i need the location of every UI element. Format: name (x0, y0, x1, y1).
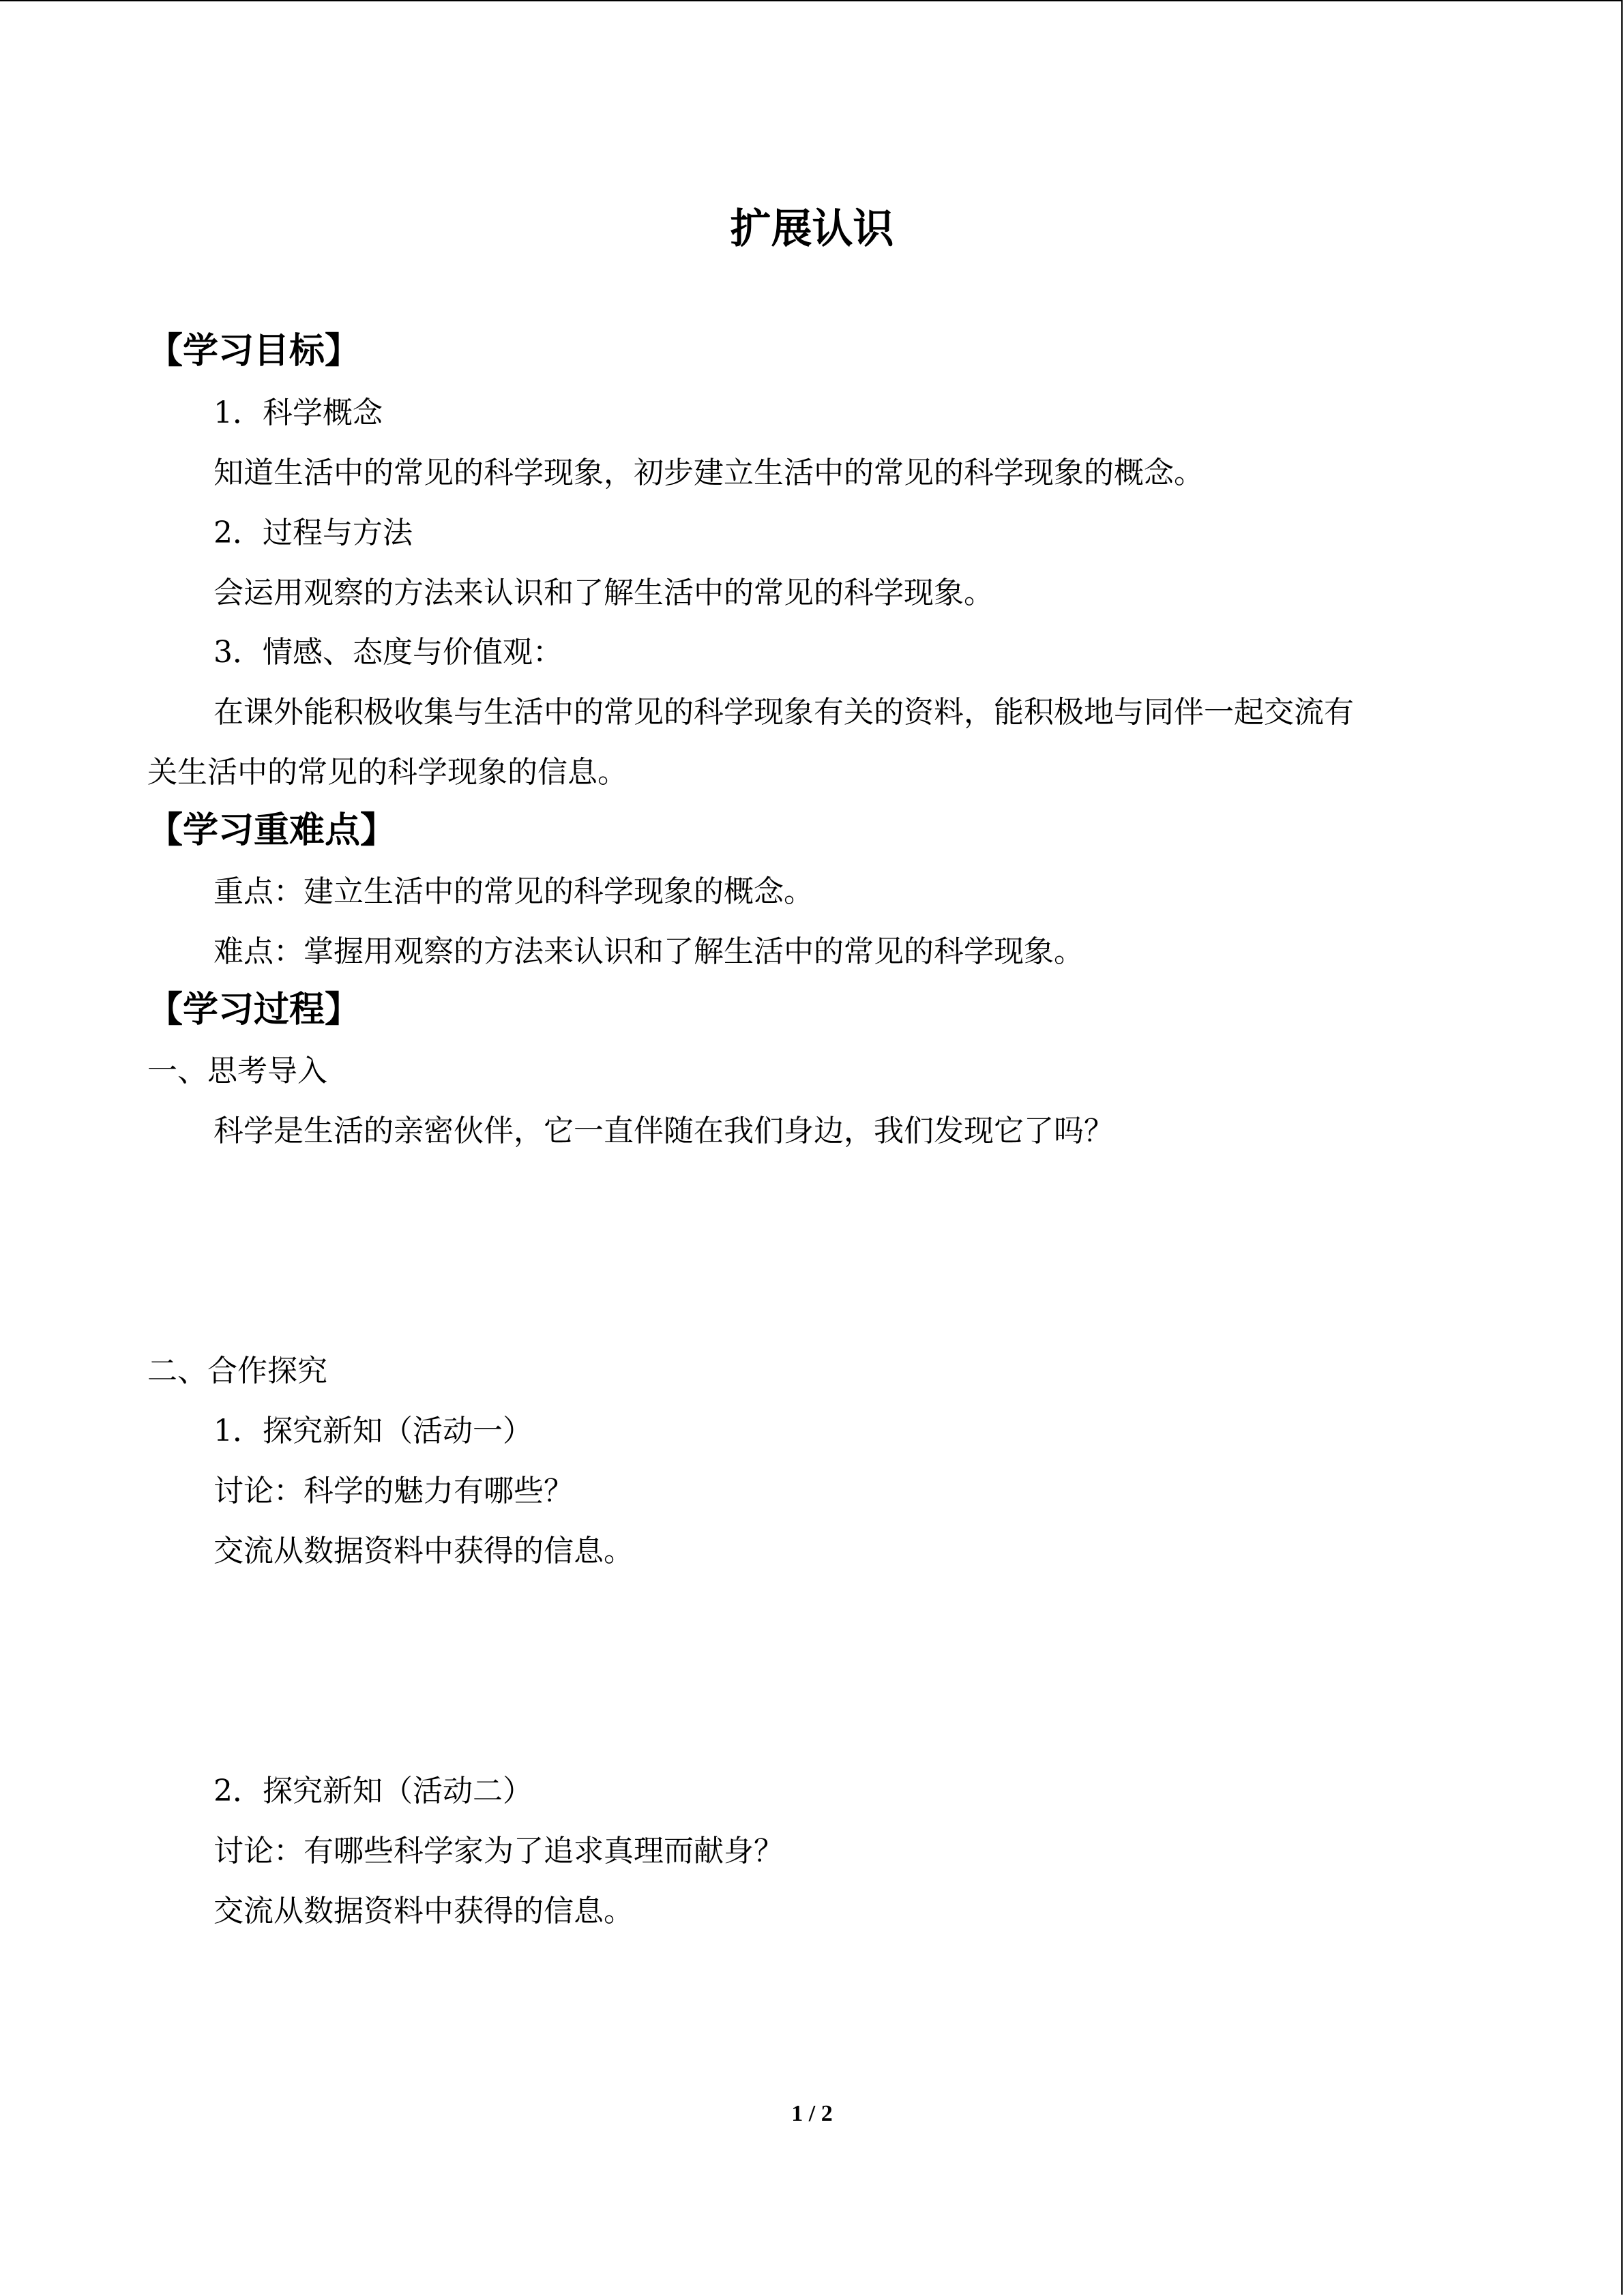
goal-item-1-text: 知道生活中的常见的科学现象，初步建立生活中的常见的科学现象的概念。 (213, 456, 1204, 490)
page-number: 1 / 2 (791, 2101, 833, 2126)
process-part-2-title: 二、合作探究 (147, 1354, 327, 1388)
goal-item-3-title: 3．情感、态度与价值观： (213, 635, 563, 670)
activity-2-discussion: 讨论：有哪些科学家为了追求真理而献身？ (213, 1834, 784, 1868)
key-point-text: 重点：建立生活中的常见的科学现象的概念。 (213, 874, 814, 909)
activity-1-title: 1．探究新知（活动一） (213, 1414, 533, 1448)
activity-2-exchange: 交流从数据资料中获得的信息。 (213, 1894, 634, 1928)
section-heading-key-points: 【学习重难点】 (147, 810, 396, 851)
activity-1-exchange: 交流从数据资料中获得的信息。 (213, 1534, 634, 1568)
process-part-1-text: 科学是生活的亲密伙伴，它一直伴随在我们身边，我们发现它了吗？ (213, 1114, 1114, 1148)
activity-2-title: 2．探究新知（活动二） (213, 1774, 533, 1808)
section-heading-goals: 【学习目标】 (147, 331, 361, 372)
goal-item-3-text-line2: 关生活中的常见的科学现象的信息。 (147, 755, 628, 790)
goal-item-2-text: 会运用观察的方法来认识和了解生活中的常见的科学现象。 (213, 576, 994, 610)
process-part-1-title: 一、思考导入 (147, 1054, 327, 1088)
page-title: 扩展认识 (730, 205, 894, 253)
difficulty-text: 难点：掌握用观察的方法来认识和了解生活中的常见的科学现象。 (213, 934, 1084, 969)
activity-1-discussion: 讨论：科学的魅力有哪些？ (213, 1474, 574, 1508)
goal-item-3-text-line1: 在课外能积极收集与生活中的常见的科学现象有关的资料，能积极地与同伴一起交流有 (213, 695, 1354, 730)
goal-item-2-title: 2．过程与方法 (213, 516, 413, 550)
section-heading-process: 【学习过程】 (147, 989, 361, 1030)
goal-item-1-title: 1．科学概念 (213, 396, 383, 430)
